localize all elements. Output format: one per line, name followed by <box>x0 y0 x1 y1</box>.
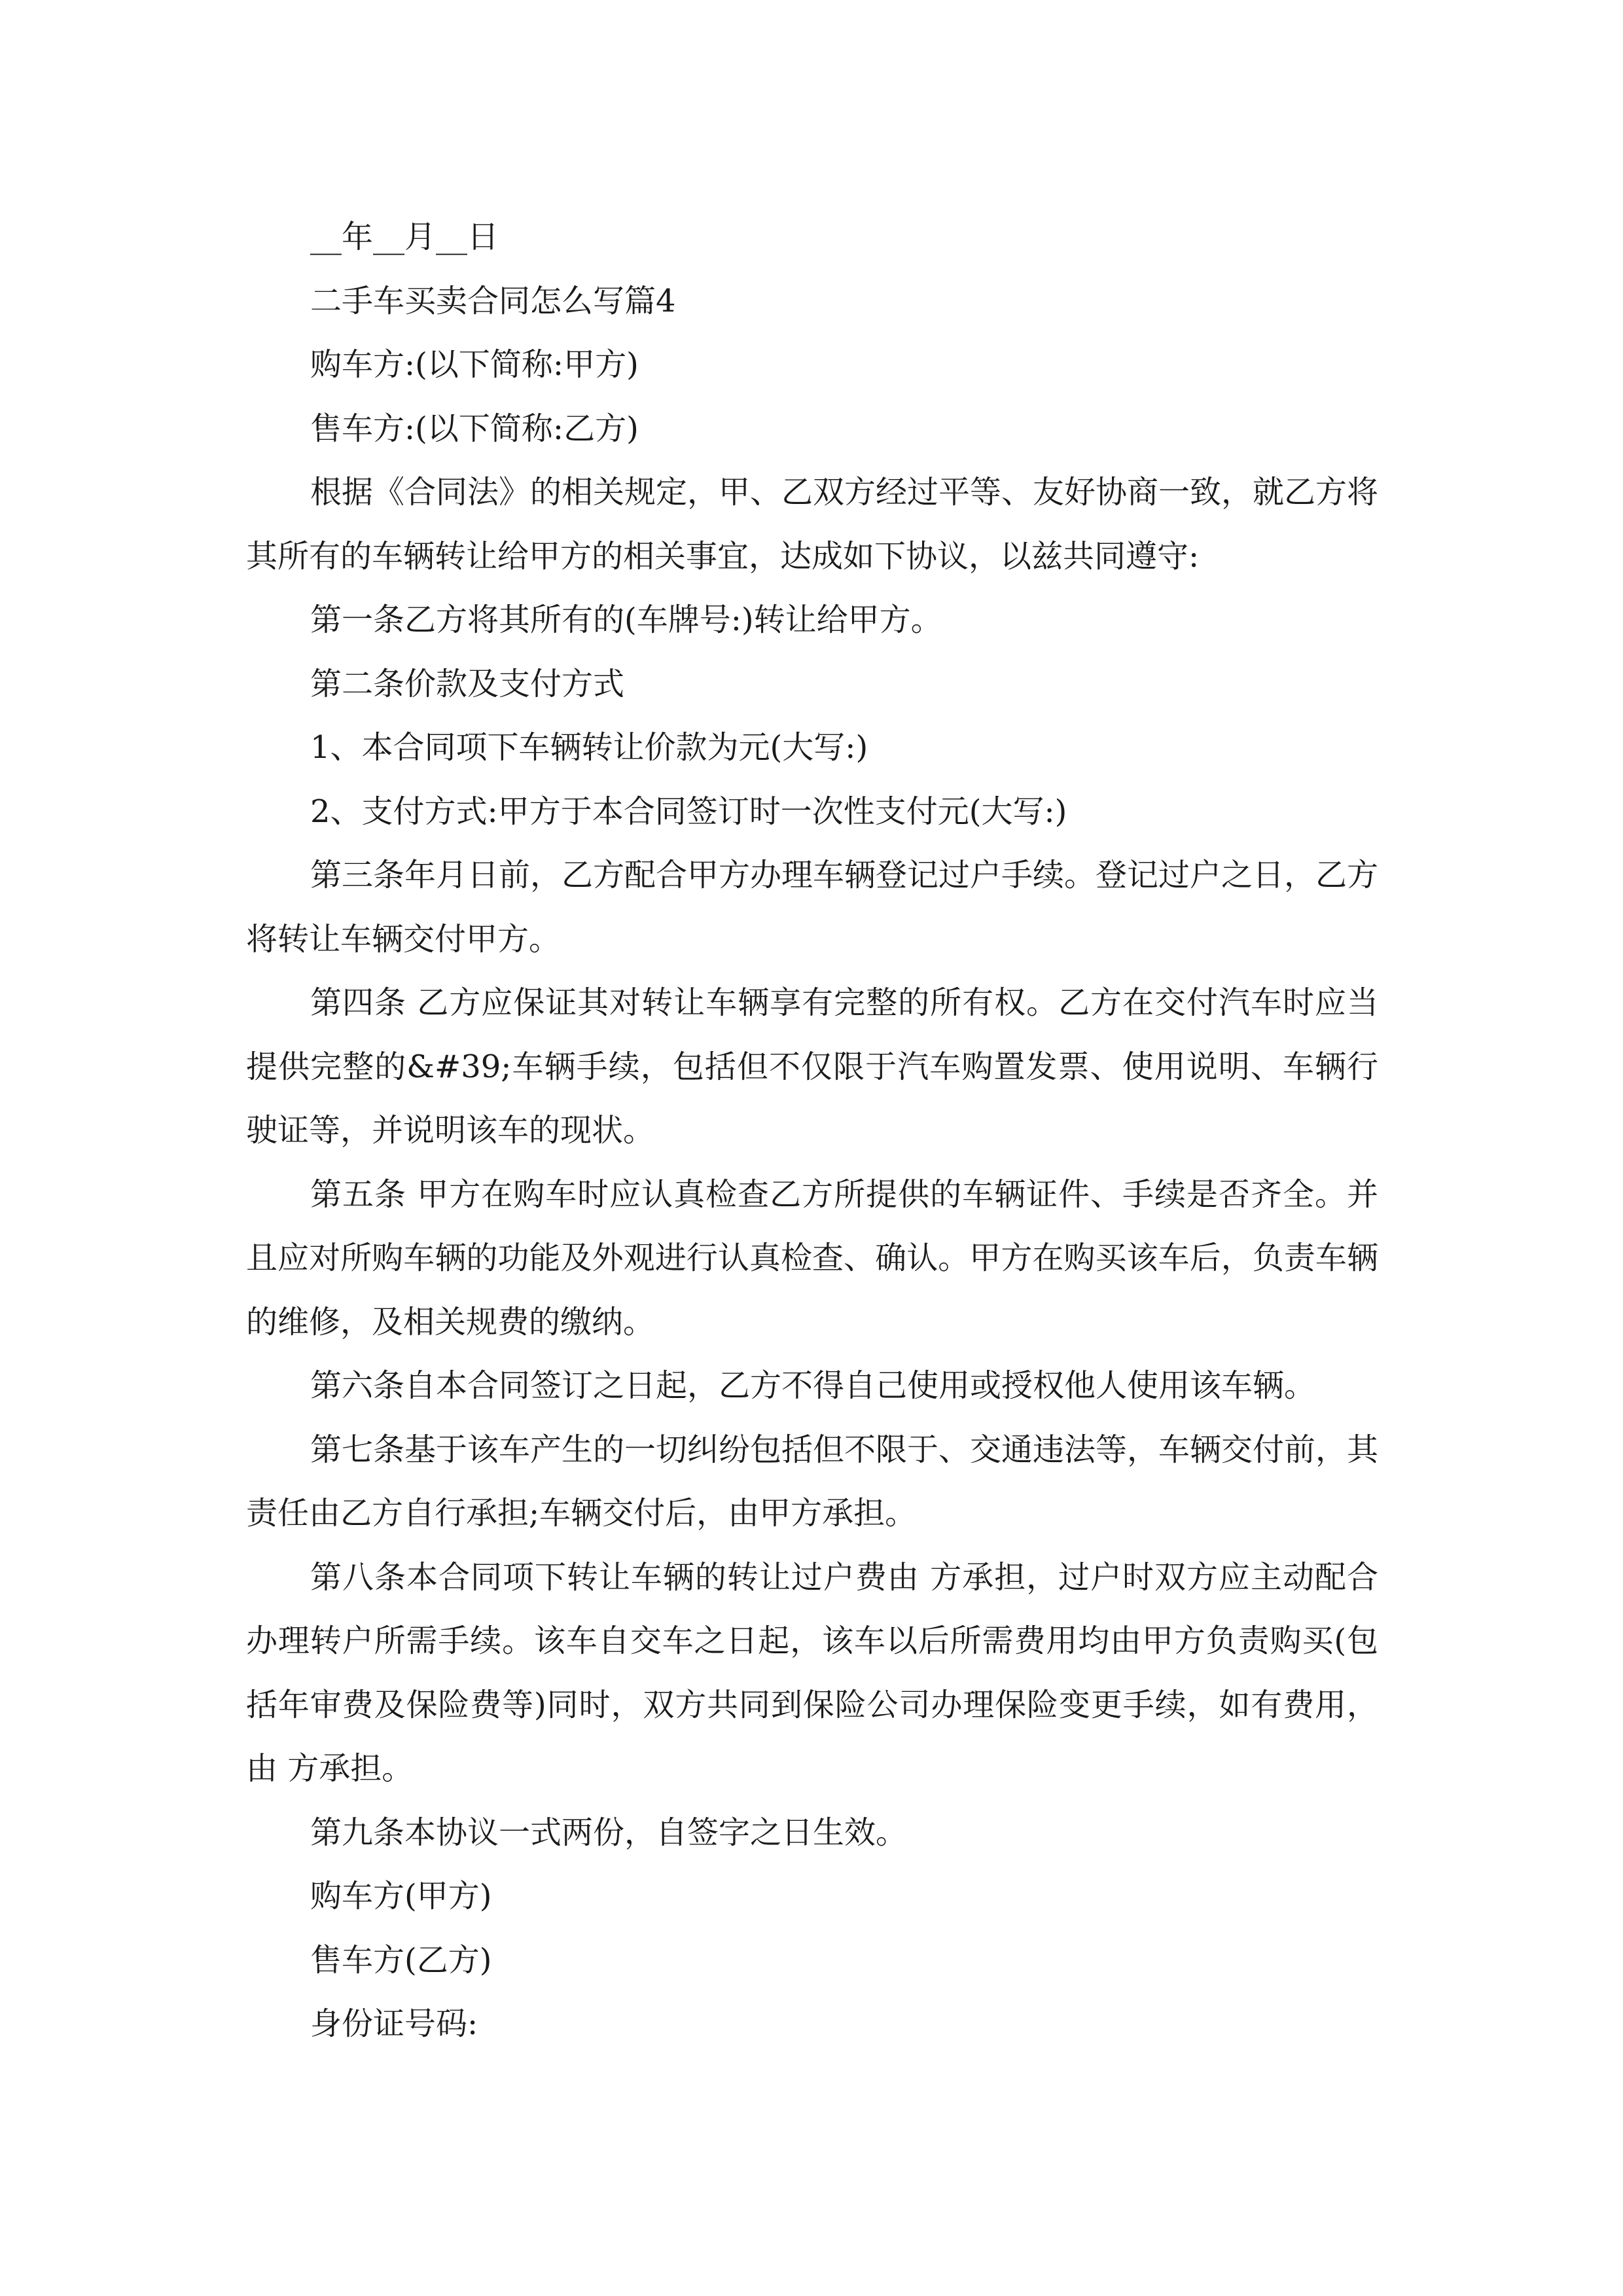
article-2-item-2: 2、支付方式:甲方于本合同签订时一次性支付元(大写:) <box>310 793 1067 830</box>
buyer-signature-line: 购车方(甲方) <box>310 1878 492 1914</box>
article-2-heading: 第二条价款及支付方式 <box>310 665 625 702</box>
article-8: 第八条本合同项下转让车辆的转让过户费由 方承担，过户时双方应主动配合办理转户所需手续。该车自交车之日起，该车以后所需费用均由甲方负责购买(包括年审费及保险费等)同时，双方共同到保险公司办理保险变更手续，如有费用，由 方承担。 <box>246 1558 1378 1787</box>
article-7: 第七条基于该车产生的一切纠纷包括但不限于、交通违法等，车辆交付前，其责任由乙方自行承担;车辆交付后，由甲方承担。 <box>246 1431 1379 1532</box>
article-1: 第一条乙方将其所有的(车牌号:)转让给甲方。 <box>310 601 942 638</box>
buyer-party-line: 购车方:(以下简称:甲方) <box>310 346 639 383</box>
article-2-item-1: 1、本合同项下车辆转让价款为元(大写:) <box>310 729 868 766</box>
article-6: 第六条自本合同签订之日起，乙方不得自己使用或授权他人使用该车辆。 <box>310 1367 1316 1404</box>
article-5: 第五条 甲方在购车时应认真检查乙方所提供的车辆证件、手续是否齐全。并且应对所购车辆的功能及外观进行认真检查、确认。甲方在购买该车后，负责车辆的维修，及相关规费的缴纳。 <box>246 1175 1378 1340</box>
date-line: __年__月__日 <box>310 219 499 255</box>
document-body <box>246 206 1378 2056</box>
article-3: 第三条年月日前，乙方配合甲方办理车辆登记过户手续。登记过户之日，乙方将转让车辆交付甲方。 <box>246 857 1379 958</box>
article-4: 第四条 乙方应保证其对转让车辆享有完整的所有权。乙方在交付汽车时应当提供完整的&#39;车辆手续，包括但不仅限于汽车购置发票、使用说明、车辆行驶证等，并说明该车的现状。 <box>246 984 1378 1149</box>
preamble-paragraph: 根据《合同法》的相关规定，甲、乙双方经过平等、友好协商一致，就乙方将其所有的车辆转让给甲方的相关事宜，达成如下协议，以兹共同遵守: <box>246 474 1379 575</box>
section-title: 二手车买卖合同怎么写篇4 <box>310 282 676 319</box>
article-9: 第九条本协议一式两份，自签字之日生效。 <box>310 1814 908 1851</box>
seller-signature-line: 售车方(乙方) <box>310 1941 492 1979</box>
seller-party-line: 售车方:(以下简称:乙方) <box>310 410 639 447</box>
id-number-line: 身份证号码: <box>310 2005 478 2042</box>
